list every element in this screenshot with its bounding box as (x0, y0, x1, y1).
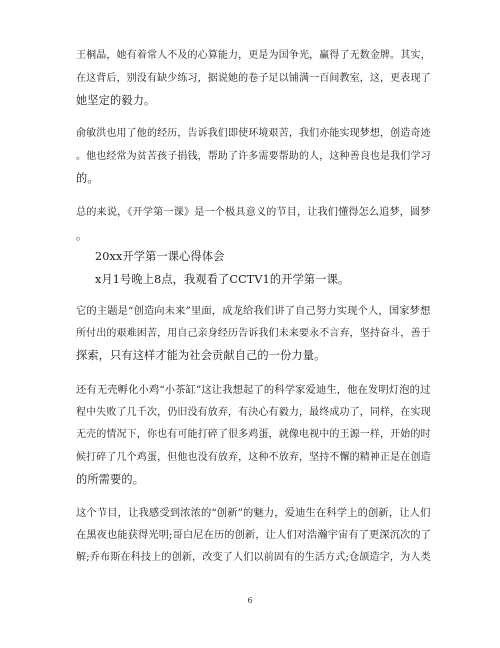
text-line: 在黑夜也能获得光明;哥白尼在历的创新，让人们对浩瀚宇宙有了更深沉次的了 (76, 529, 432, 541)
text-line: 无壳的情况下，你也有可能打碎了很多鸡蛋，就像电视中的王源一样，开始的时 (76, 429, 431, 440)
paragraph-theme (76, 300, 432, 368)
text-line: 在这背后，别没有缺少练习，据说她的卷子足以铺满一百间教室，这，更表现了 (76, 72, 431, 84)
paragraph-shell-less-chick (76, 379, 432, 492)
text-line: 。 (76, 228, 88, 242)
text-line: 总的来说，《开学第一课》是一个极具意义的节目，让我们懂得怎么追梦，圆梦 (76, 207, 431, 218)
paragraph-heading-block (95, 246, 432, 291)
text-line: 所付出的艰难困苦，用自己亲身经历告诉我们未来要永不言弃，坚持奋斗，善于 (76, 327, 431, 339)
text-line: 探索，只有这样才能为社会贡献自己的一份力量。 (76, 349, 326, 362)
text-line: 的。 (76, 172, 99, 185)
text-line: 王桐晶，她有着常人不及的心算能力，更是为国争光，赢得了无数金牌。其实， (76, 50, 431, 61)
section-heading: 20xx开学第一课心得体会 (95, 250, 225, 263)
text-line: 。他也经常为贫苦孩子捐钱，帮助了许多需要帮助的人，这种善良也是我们学习 (76, 150, 431, 162)
paragraph-summary (76, 202, 432, 247)
text-line: 她坚定的毅力。 (76, 94, 156, 107)
text-line: 还有无壳孵化小鸡“小茶缸”这让我想起了的科学家爱迪生，他在发明灯泡的过 (76, 384, 431, 396)
text-line: 候打碎了几个鸡蛋，但他也没有放弃，这种不放弃，坚持不懈的精神正是在创造 (76, 451, 431, 463)
text-line: 俞敏洪也用了他的经历，告诉我们即使环境艰苦，我们亦能实现梦想，创造奇迹 (76, 128, 431, 139)
text-line: 这个节目，让我感受到浓浓的“创新”的魅力，爱迪生在科学上的创新，让人们 (76, 507, 431, 519)
paragraph-innovation (76, 502, 432, 570)
text-line: 解;乔布斯在科技上的创新，改变了人们以前固有的生活方式;仓颉造字，为人类 (76, 552, 431, 563)
text-line: 的所需要的。 (76, 473, 145, 486)
text-line: x月1号晚上8点，我观看了CCTV1的开学第一课。 (95, 272, 350, 286)
paragraph-wang-tongjing (76, 45, 432, 113)
text-line: 程中失败了几千次，仍旧没有放弃，有決心有毅力，最终成功了，同样，在实现 (76, 406, 431, 418)
paragraph-yu-minhong (76, 123, 432, 191)
text-line: 它的主题是“创造向未来”里面，成龙给我们讲了自己努力实现个人，国家梦想 (76, 305, 431, 317)
page-number: 6 (247, 596, 253, 605)
